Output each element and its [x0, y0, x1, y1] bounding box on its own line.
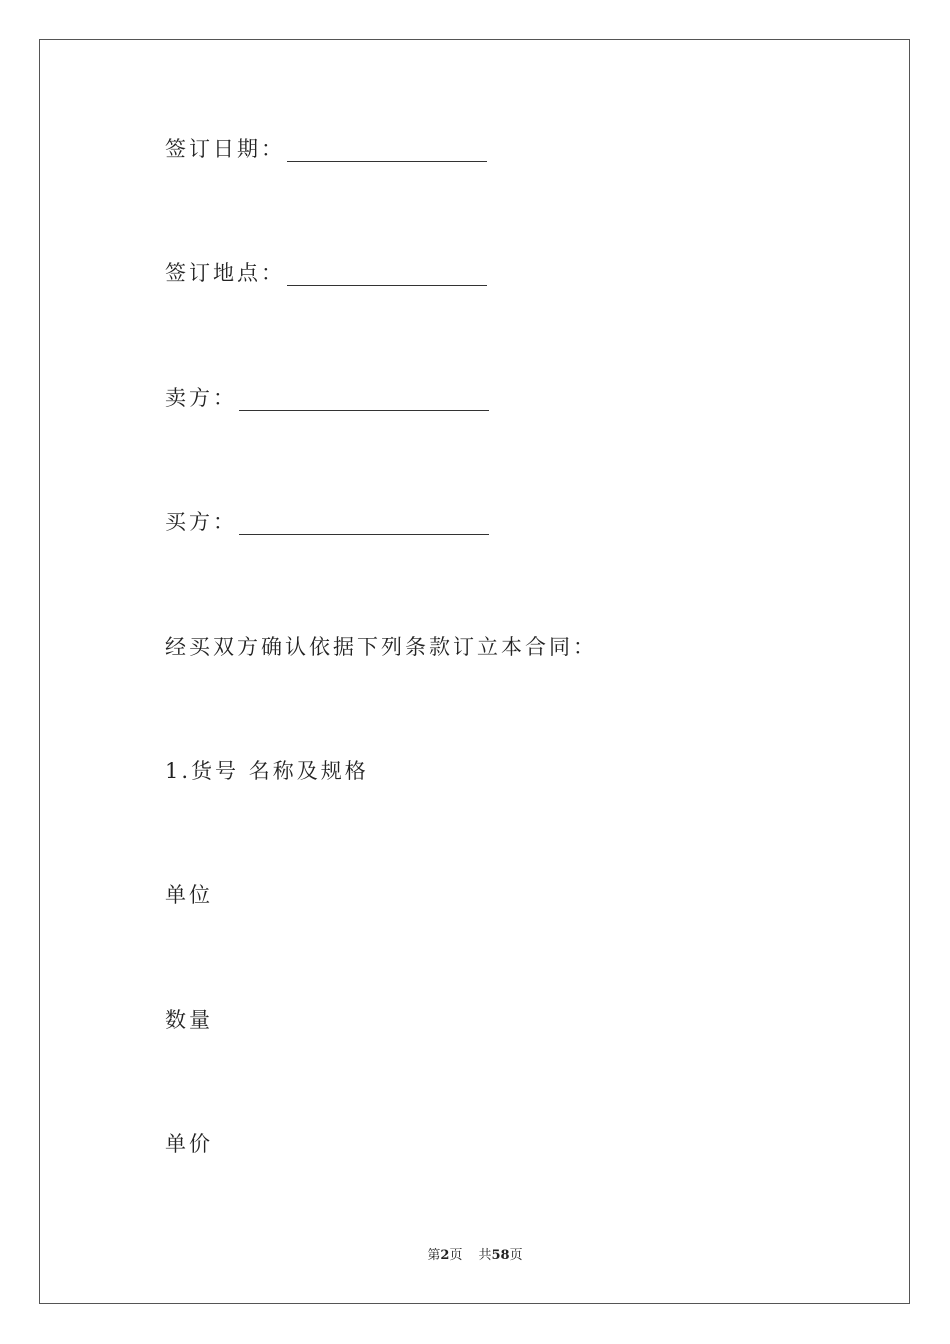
quantity-label: [165, 1007, 213, 1033]
sign-place-label: 签订地点：: [165, 261, 285, 285]
buyer-row: [165, 509, 489, 535]
page-border: [39, 39, 910, 1304]
sign-place-blank: [287, 265, 487, 286]
quantity-text: 数量: [165, 1008, 213, 1032]
item-heading: [165, 758, 369, 784]
page-suffix: 页: [449, 1248, 463, 1263]
item-heading-text: 1.货号 名称及规格: [165, 759, 369, 783]
page-prefix: 第: [427, 1248, 441, 1263]
unit-text: 单位: [165, 883, 213, 907]
unit-price-label: [165, 1131, 213, 1157]
sign-date-blank: [287, 141, 487, 162]
page-footer: [0, 1247, 950, 1265]
total-suffix: 页: [509, 1248, 523, 1263]
page-number: 2: [440, 1248, 450, 1263]
unit-price-text: 单价: [165, 1132, 213, 1156]
sign-date-label: 签订日期：: [165, 137, 285, 161]
buyer-blank: [239, 514, 489, 535]
sign-date-row: [165, 136, 487, 162]
total-prefix: 共: [478, 1248, 492, 1263]
intro-text: 经买双方确认依据下列条款订立本合同：: [165, 635, 597, 659]
seller-blank: [239, 390, 489, 411]
buyer-label: 买方：: [165, 510, 237, 534]
total-pages: 58: [491, 1248, 510, 1263]
seller-label: 卖方：: [165, 386, 237, 410]
seller-row: [165, 385, 489, 411]
sign-place-row: [165, 260, 487, 286]
intro-paragraph: [165, 634, 597, 660]
unit-label: [165, 882, 213, 908]
